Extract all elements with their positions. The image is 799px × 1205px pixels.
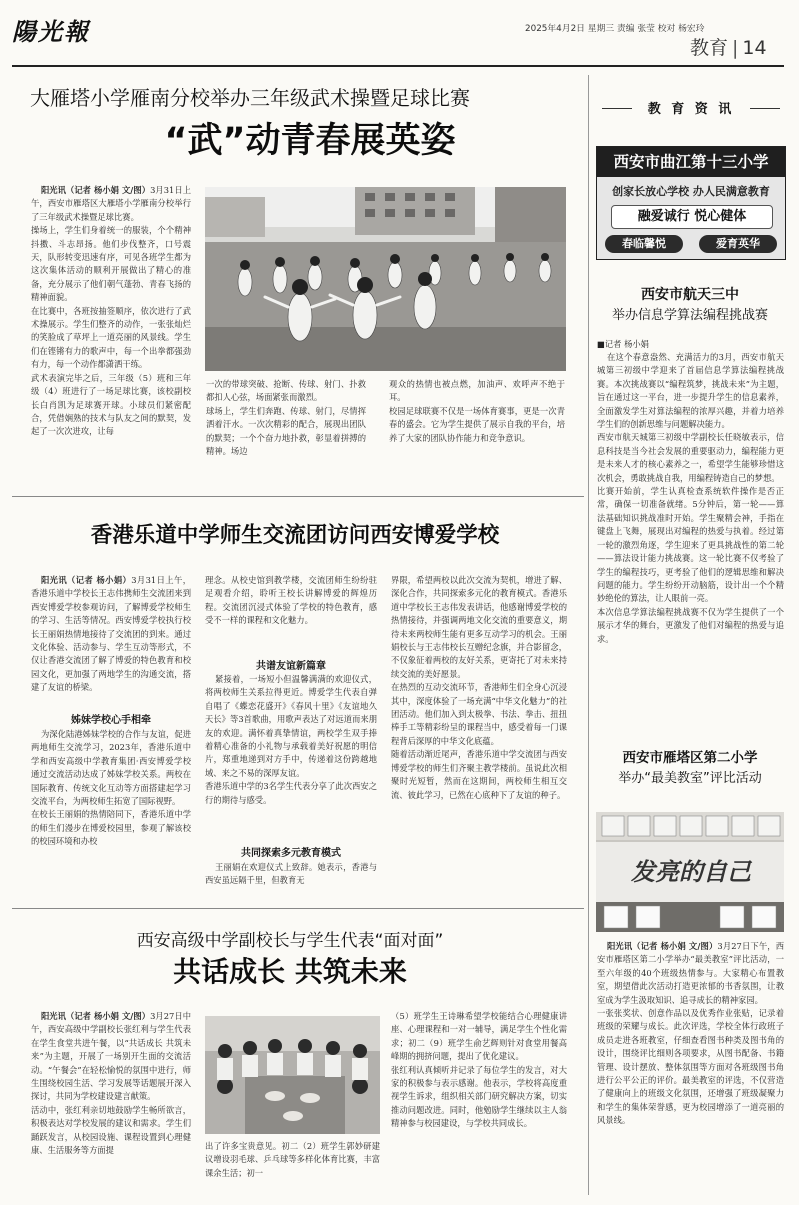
story-divider-1: [12, 496, 584, 497]
section-name: 教育: [690, 37, 729, 59]
lead-photo: [205, 187, 566, 371]
story2-col3: [391, 574, 567, 892]
story2-col1a-text: 3月31日上午，香港乐道中学校长王志伟携师生交流团来到西安博爱学校参观访问，了解博爱学校师生的学习、生活等情况。西安博爱学校执行校长王丽娟热情地接待了交流团的到来。通过文化体验、活动参与、学生互动等形式，不仅让香港交流团了解了博爱的特色教育和校园文化，更加强了两地学生的沟通交流，搭建了友谊的桥梁。: [31, 575, 191, 693]
story2-col2a-text: 理念。从校史馆到教学楼，交流团师生纷纷驻足观看介绍，聆听王校长讲解博爱的辉煌历程。交流团沉浸式体验了学校的特色教育，感受不一样的课程和文化魅力。: [205, 575, 377, 626]
story2-subhead-3: 共同探索多元教育模式: [241, 848, 341, 859]
story3-col2-text: 出了许多宝贵意见。初二（2）班学生郭妙研建议增设羽毛球、乒乓球等多样化体育比赛，丰富课余生活；初一: [205, 1141, 380, 1178]
sidebar-column-title: [602, 98, 780, 120]
lead-body-col3: [389, 378, 565, 488]
story3-col3-text: （5）班学生王诗琳希望学校能结合心理健康讲座、心理课程和一对一辅导，满足学生个性化需求；初二（9）班学生俞艺辉则针对食堂用餐高峰期的拥挤问题，提出了优化建议。 张红利认真倾听并记录了每位学生的发言，对大家的积极参与表示感谢。他表示，学校将高度重视学生诉求，组织相关部门研究解决方案，切实推动问题改进。同时，他勉励学生继续以主人翁精神参与校园建设，与学校共同成长。: [391, 1011, 567, 1129]
ad-tag-1: 春临馨悦: [605, 235, 683, 253]
story3-col2: [205, 1140, 380, 1200]
story2-col1-bottom: [31, 728, 191, 892]
story3-col3: [391, 1010, 567, 1200]
lead-col1-text: 3月31日上午，西安市雁塔区大雁塔小学雁南分校举行了三年级武术操暨足球比赛。 操场上，学生们身着统一的服装，个个精神抖擞、斗志昂扬。他们步伐整齐，口号震天，队形转变迅速有序，可见各班学生都为这次集体活动的顺利开展做出了精心的准备，充分展示了他们朝气蓬勃、青春飞扬的精神面貌。 在比赛中，各班按抽签顺序，依次进行了武术操展示。学生们整齐的动作，一张张灿烂的笑脸成了草坪上一道亮丽的风景线。学生们在铿锵有力的歌声中，每一个出拳都强劲有力，每一个动作都潇洒干练。 武术表演完毕之后，三年级（5）班和三年级（4）班进行了一场足球比赛，该校副校长白肖凯为足球赛开球。小球员们紧密配合，凭借娴熟的技术与队友之间的默契，发起了一次次进攻，让每: [31, 185, 191, 437]
story2-headline: 香港乐道中学师生交流团访问西安博爱学校: [90, 523, 500, 548]
story2-col1b-text: 为深化陆港姊妹学校的合作与友谊，促进两地师生交流学习，2023年，香港乐道中学和西安高级中学教育集团·西安博爱学校通过交流活动达成了姊妹学校关系。两校在国际教育、传统文化互动等方面搭建起学习交流平台，为两校师生拓宽了国际视野。 在校长王丽娟的热情陪同下，香港乐道中学的师生们漫步在博爱校园里，参观了解该校的校园环境和办校: [31, 729, 191, 847]
lead-col2-text: 一次的带球突破、抢断、传球、射门、扑救都扣人心弦，场面紧张而激烈。 球场上，学生们奔跑、传球、射门，尽情挥洒着汗水。一次次精彩的配合，展现出团队的默契；一个个奋力地扑救，彰显着拼搏的精神。场边: [206, 379, 366, 457]
story3-col1-text: 3月27日中午，西安高级中学副校长张红利与学生代表在学生食堂共进午餐，以“共话成长 共筑未来”为主题，开展了一场别开生面的交流活动。“午餐会”在轻松愉悦的氛围中进行，师生围绕校园生活、学习发展等话题展开深入探讨，共同为学校建设建言献策。 活动中，张红利亲切地鼓励学生畅所欲言，积极表达对学校发展的建议和需求。学生们踊跃发言，从校园设施、课程设置到心理健康、生活服务等方面提: [31, 1011, 191, 1156]
lead-byline: 阳光讯（记者 杨小娟 文/图）: [40, 185, 151, 195]
sidebar-column-title-text: 教 育 资 讯: [632, 98, 750, 117]
sidebar-story1-title-2: 举办信息学算法编程挑战赛: [611, 308, 768, 323]
ad-tag-2: 爱育英华: [699, 235, 777, 253]
sidebar-story2-photo: [596, 812, 784, 932]
sidebar-story2-text: 3月27日下午，西安市雁塔区第二小学举办“最美教室”评比活动，一至六年级的40个班级热情参与。大家精心布置教室，期望借此次活动打造更浓郁的书香氛围，让教室成为学生汲取知识、追寻成长的精神家园。 一张张奖状、创意作品以及优秀作业张贴，记录着班级的荣耀与成长。此次评选，学校全体行政班子成员走进各班教室，仔细查看图书种类及图书角的设计，围绕评比细则各项要求，从图书配备、书籍管理、设计摆放、整体氛围等方面对各班级图书角进行公平公正的评价。最美教室的评选，不仅营造了健康向上的班级文化氛围，还增强了班级凝聚力和学生的集体荣誉感，更为校园增添了一道亮丽的风景线。: [597, 941, 784, 1126]
lead-headline: “武”动青春展英姿: [164, 121, 456, 161]
lead-body-col2: [206, 378, 366, 488]
martial-arts-photo: [205, 187, 566, 371]
section-divider: |: [732, 37, 739, 59]
story-divider-2: [12, 908, 584, 909]
masthead-date-line: 2025年4月2日 星期三 责编 张莹 校对 杨宏玲: [525, 24, 705, 34]
masthead-section: [690, 33, 767, 60]
sidebar-story1-title-1: 西安市航天三中: [641, 287, 739, 303]
story3-byline: 阳光讯（记者 杨小娟 文/图）: [40, 1011, 151, 1021]
masthead-logo: 陽光報: [12, 17, 90, 46]
lead-col3-text: 观众的热情也被点燃，加油声、欢呼声不绝于耳。 校园足球联赛不仅是一场体育赛事，更是一次青春的盛会。它为学生提供了展示自我的平台，培养了大家的团队协作能力和竞争意识。: [389, 379, 565, 443]
story3-photo: [205, 1016, 380, 1134]
story3-headline: 共话成长 共筑未来: [173, 955, 407, 988]
story2-col2c-text: 王丽娟在欢迎仪式上致辞。她表示，香港与西安虽远隔千里，但教育无: [205, 862, 377, 886]
story2-subhead-1: 姊妹学校心手相牵: [71, 715, 151, 726]
sidebar-story1-byline: ■记者 杨小娟: [597, 339, 649, 349]
story2-col2-bottom: [205, 861, 377, 892]
sidebar-story1-text: 在这个春意盎然、充满活力的3月，西安市航天城第三初级中学迎来了首届信息学算法编程挑战赛。本次挑战赛以“编程筑梦，挑战未来”为主题，旨在通过这一平台，进一步提升学生的信息素养，全面激发学生对算法编程的浓厚兴趣，并着力培养学生们的创新思维与问题解决能力。 西安市航天城第三初级中学副校长任晓敏表示，信息科技是当今社会发展的重要驱动力，编程能力更是未来人才的核心素养之一，希望学生能够珍惜这次机会，勇敢挑战自我，用编程铸造自己的梦想。 比赛开始前，学生认真检查系统软件操作是否正常，确保一切准备就绪。5分钟后，第一轮——算法基础知识挑战准时开始。学生聚精会神，手指在键盘上飞舞，展现出对编程的热爱与执着。经过第一轮的激烈角逐，学生迎来了更具挑战性的第二轮——算法设计能力挑战赛。这一轮比赛不仅考验了学生的编程技巧，更考验了他们的逻辑思维和解决问题的能力。学生纷纷开动脑筋，设计出一个个精妙绝伦的算法，让人眼前一亮。 本次信息学算法编程挑战赛不仅为学生提供了一个展示才华的舞台，更激发了他们对编程的热爱与追求。: [597, 352, 784, 644]
story2-col2-top: [205, 574, 377, 652]
lead-body-col1: [31, 184, 191, 488]
story2-col2-mid: [205, 673, 377, 835]
story2-byline: 阳光讯（记者 杨小娟）: [40, 575, 132, 585]
story2-subhead-2: 共谱友谊新篇章: [256, 661, 326, 672]
lunch-meeting-photo: [205, 1016, 380, 1134]
story3-kicker: 西安高级中学副校长与学生代表“面对面”: [136, 931, 444, 951]
sidebar-story2-title-1: 西安市雁塔区第二小学: [622, 750, 758, 766]
story2-col1-top: [31, 574, 191, 708]
ad-slogan-1: 创家长放心学校 办人民满意教育: [612, 185, 770, 198]
ad-school-name: 西安市曲江第十三小学: [597, 147, 785, 177]
story3-col1: [31, 1010, 191, 1200]
sidebar-divider: [588, 75, 589, 1195]
sidebar-story1-body: [597, 351, 784, 736]
masthead-rule: [12, 65, 784, 67]
ad-slogan-2: 融爱诚行 悦心健体: [611, 205, 773, 229]
lead-kicker: 大雁塔小学雁南分校举办三年级武术操暨足球比赛: [30, 86, 470, 110]
sidebar-story2-byline: 阳光讯（记者 杨小娟 文/图）: [606, 941, 718, 951]
page-number: 14: [742, 37, 767, 59]
story2-col3-text: 界限，希望两校以此次交流为契机，增进了解、深化合作，共同探索多元化的教育模式。香港乐道中学校长王志伟发表讲话，他感谢博爱学校的热情接待，并强调两地文化交流的重要意义，期待未来两校师生能有更多互动学习的机会。王丽娟校长与王志伟校长互赠纪念旗，并合影留念，不仅象征着两校的友好关系，更寄托了对未来持续交流的美好愿景。 在热烈的互动交流环节，香港师生们全身心沉浸其中，深度体验了一场充满“中华文化魅力”的社团活动。他们加入到太极拳、书法、拳击、扭扭棒手工等精彩纷呈的课程当中，感受着每一门课程背后深厚的中华文化底蕴。 随着活动渐近尾声，香港乐道中学交流团与西安博爱学校的师生们齐聚主教学楼前。虽说此次相聚时光短暂，然而在这期间，两校师生相互交流、彼此学习，已然在心底种下了友谊的种子。: [391, 575, 567, 800]
photo-banner-text: 发亮的自己: [631, 858, 751, 886]
sidebar-story2-body: [597, 940, 784, 1200]
school-ad: [596, 146, 786, 260]
story2-col2b-text: 紧接着，一场短小但温馨满满的欢迎仪式，将两校师生关系拉得更近。博爱学生代表自弹自唱了《蝶恋花盛开》《春风十里》《友谊地久天长》等3首歌曲，用歌声表达了对远道而来朋友的欢迎。满怀着真挚情谊，两校学生双手捧着精心准备的小礼物与承载着美好祝愿的明信片，郑重地递到对方手中，传递着这份跨越地域、来之不易的深厚友谊。 香港乐道中学的3名学生代表分享了此次西安之行的期待与感受。: [205, 674, 377, 805]
sidebar-story2-title-2: 举办“最美教室”评比活动: [618, 771, 762, 786]
